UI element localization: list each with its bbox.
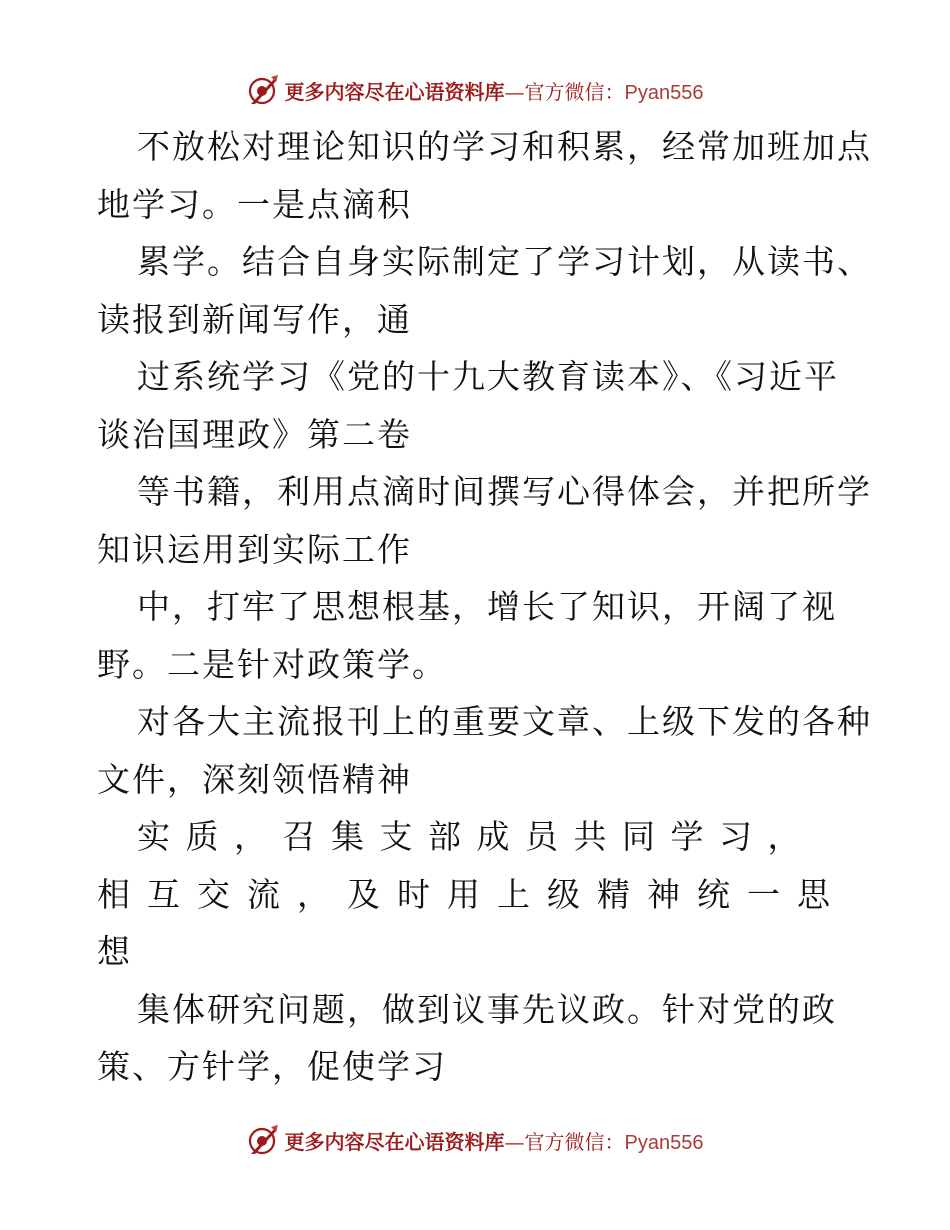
quill-logo-icon bbox=[247, 1124, 279, 1156]
text-line: 集体研究问题，做到议事先议政。针对党的政 bbox=[137, 989, 837, 1029]
footer-banner-title: 更多内容尽在心语资料库 bbox=[284, 1129, 505, 1154]
text-line: 地学习。一是点滴积 bbox=[97, 184, 412, 224]
footer-banner-dash: — bbox=[504, 1129, 525, 1154]
document-body bbox=[97, 118, 872, 1096]
header-watermark-banner bbox=[0, 70, 950, 110]
text-line: 等书籍，利用点滴时间撰写心得体会，并把所学 bbox=[137, 472, 872, 511]
text-line: 对各大主流报刊上的重要文章、上级下发的各种 bbox=[137, 702, 872, 741]
text-line: 读报到新闻写作，通 bbox=[97, 299, 412, 339]
text-line: 想 bbox=[97, 932, 132, 971]
text-line: 过系统学习《党的十九大教育读本》、《习近平 bbox=[137, 357, 839, 396]
text-line: 文件，深刻领悟精神 bbox=[97, 759, 412, 799]
header-banner-title: 更多内容尽在心语资料库 bbox=[284, 79, 505, 104]
text-line: 实质，召集支部成员共同学习， bbox=[137, 817, 816, 856]
text-line: 不放松对理论知识的学习和积累，经常加班加点 bbox=[137, 127, 872, 166]
footer-watermark-banner bbox=[0, 1120, 950, 1160]
footer-banner-text bbox=[285, 1126, 704, 1155]
text-line: 知识运用到实际工作 bbox=[97, 529, 412, 569]
text-line: 策、方针学，促使学习 bbox=[97, 1047, 447, 1086]
text-line: 相互交流，及时用上级精神统一思 bbox=[97, 874, 847, 914]
header-banner-wechat-id: Pyan556 bbox=[624, 81, 704, 104]
header-banner-dash: — bbox=[504, 79, 525, 104]
header-banner-wechat-label: 官方微信： bbox=[524, 79, 625, 104]
text-line: 累学。结合自身实际制定了学习计划，从读书、 bbox=[137, 242, 872, 281]
footer-banner-wechat-id: Pyan556 bbox=[624, 1131, 704, 1154]
text-line: 谈治国理政》第二卷 bbox=[97, 414, 412, 454]
quill-logo-icon bbox=[247, 74, 279, 106]
footer-banner-wechat-label: 官方微信： bbox=[524, 1129, 625, 1154]
text-line: 中，打牢了思想根基，增长了知识，开阔了视 bbox=[137, 587, 837, 626]
header-banner-text bbox=[285, 76, 704, 105]
text-line: 野。二是针对政策学。 bbox=[97, 644, 447, 684]
